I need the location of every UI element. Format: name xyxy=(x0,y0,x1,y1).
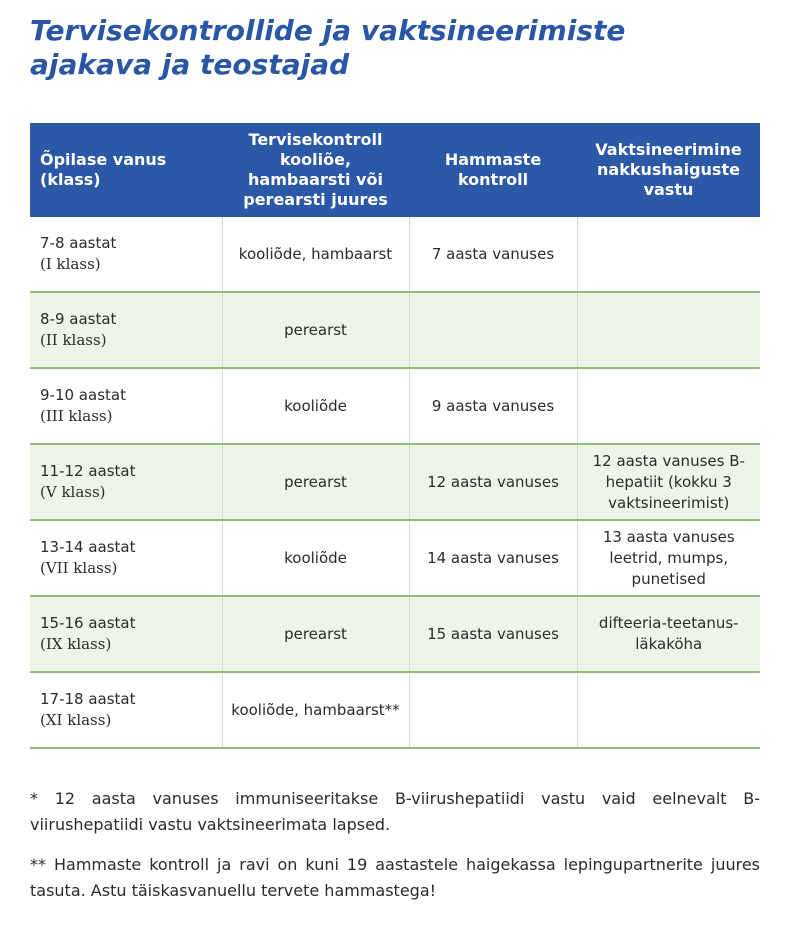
table-row xyxy=(30,520,760,596)
cell-vaccination: 13 aasta vanuses leetrid, mumps, punetised xyxy=(577,520,760,596)
table-row xyxy=(30,672,760,748)
header-dental: Hammaste kontroll xyxy=(409,123,577,217)
class-text: (XI klass) xyxy=(40,711,112,729)
cell-age xyxy=(30,520,222,596)
cell-age xyxy=(30,368,222,444)
cell-dental: 14 aasta vanuses xyxy=(409,520,577,596)
cell-dental xyxy=(409,292,577,368)
header-checkup: Tervisekontroll kooliõe, hambaarsti või perearsti juures xyxy=(222,123,409,217)
cell-vaccination: 12 aasta vanuses B-hepatiit (kokku 3 vaktsineerimist) xyxy=(577,444,760,520)
age-text: 13-14 aastat xyxy=(40,538,136,556)
cell-dental: 15 aasta vanuses xyxy=(409,596,577,672)
cell-checkup: kooliõde, hambaarst xyxy=(222,217,409,292)
cell-checkup: perearst xyxy=(222,596,409,672)
cell-age xyxy=(30,292,222,368)
cell-vaccination xyxy=(577,292,760,368)
cell-checkup: kooliõde, hambaarst** xyxy=(222,672,409,748)
class-text: (IX klass) xyxy=(40,635,112,653)
header-vaccination: Vaktsineerimine nakkushaiguste vastu xyxy=(577,123,760,217)
page-title xyxy=(30,14,770,82)
title-line-2: ajakava ja teostajad xyxy=(30,48,350,81)
table-row xyxy=(30,596,760,672)
cell-dental: 12 aasta vanuses xyxy=(409,444,577,520)
cell-age xyxy=(30,672,222,748)
age-text: 9-10 aastat xyxy=(40,386,126,404)
class-text: (II klass) xyxy=(40,331,107,349)
age-text: 7-8 aastat xyxy=(40,234,117,252)
cell-age xyxy=(30,444,222,520)
class-text: (III klass) xyxy=(40,407,113,425)
class-text: (VII klass) xyxy=(40,559,118,577)
age-text: 11-12 aastat xyxy=(40,462,136,480)
table-header xyxy=(30,123,760,217)
title-line-1: Tervisekontrollide ja vaktsineerimiste xyxy=(30,14,626,47)
cell-checkup: kooliõde xyxy=(222,520,409,596)
class-text: (I klass) xyxy=(40,255,101,273)
age-text: 15-16 aastat xyxy=(40,614,136,632)
cell-checkup: perearst xyxy=(222,292,409,368)
age-text: 17-18 aastat xyxy=(40,690,136,708)
cell-dental xyxy=(409,672,577,748)
class-text: (V klass) xyxy=(40,483,106,501)
cell-vaccination xyxy=(577,368,760,444)
schedule-table xyxy=(30,123,760,749)
cell-dental: 7 aasta vanuses xyxy=(409,217,577,292)
table-row xyxy=(30,292,760,368)
cell-vaccination xyxy=(577,672,760,748)
cell-age xyxy=(30,596,222,672)
table-row xyxy=(30,368,760,444)
cell-checkup: kooliõde xyxy=(222,368,409,444)
cell-checkup: perearst xyxy=(222,444,409,520)
footnote-dental: ** Hammaste kontroll ja ravi on kuni 19 aastastele haigekassa lepingupartnerite juures tasuta. Astu täiskasvanuellu tervete hammastega! xyxy=(30,855,760,900)
cell-vaccination xyxy=(577,217,760,292)
table-row xyxy=(30,217,760,292)
age-text: 8-9 aastat xyxy=(40,310,117,328)
table-row xyxy=(30,444,760,520)
footnote-hepatitis: * 12 aasta vanuses immuniseeritakse B-viirushepatiidi vastu vaid eelnevalt B-viirushepatiidi vastu vaktsineerimata lapsed. xyxy=(30,789,760,834)
cell-dental: 9 aasta vanuses xyxy=(409,368,577,444)
cell-age xyxy=(30,217,222,292)
cell-vaccination: difteeria-teetanus-läkaköha xyxy=(577,596,760,672)
header-age: Õpilase vanus (klass) xyxy=(30,123,222,217)
